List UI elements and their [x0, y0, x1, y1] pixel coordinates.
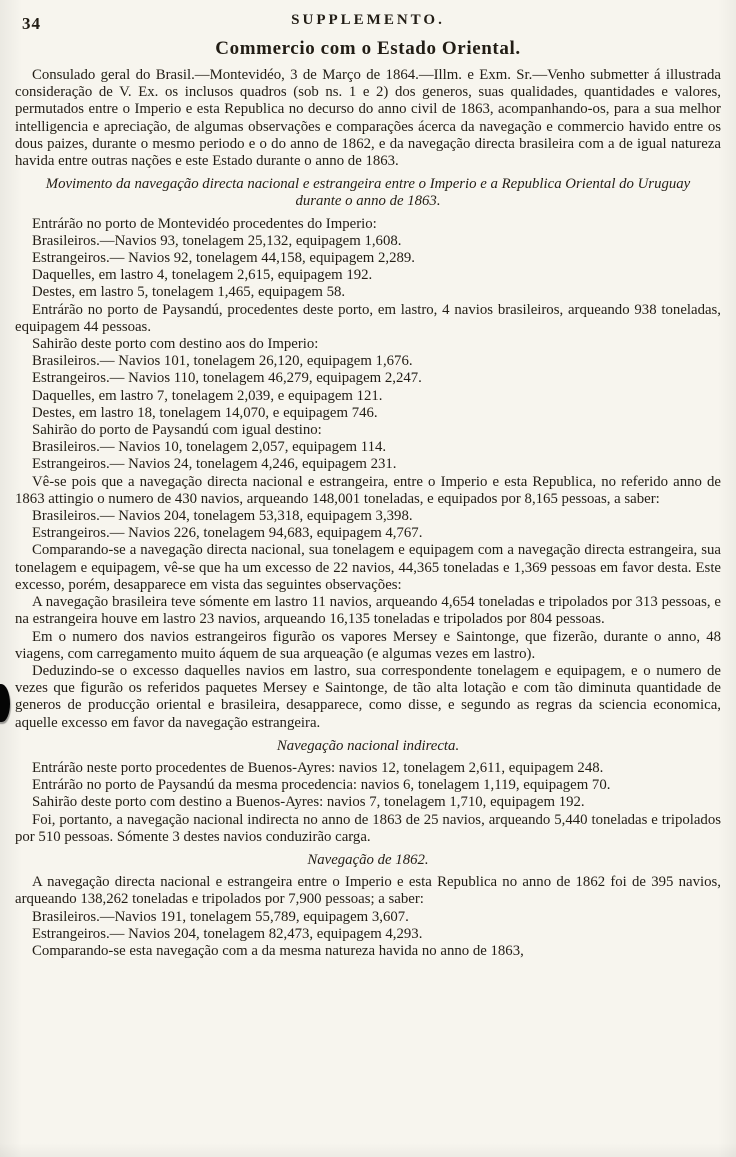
data-line: Estrangeiros.— Navios 226, tonelagem 94,683, equipagem 4,767.: [32, 525, 423, 542]
paragraph: Foi, portanto, a navegação nacional indirecta no anno de 1863 de 25 navios, arqueando 5,440 toneladas e tripolados por 510 pessoas. Sómente 3 destes navios conduzirão carga.: [15, 811, 721, 845]
paragraph: Entrárão neste porto procedentes de Buenos-Ayres: navios 12, tonelagem 2,611, equipagem 248.: [32, 759, 604, 776]
data-line: Daquelles, em lastro 7, tonelagem 2,039, e equipagem 121.: [32, 387, 383, 404]
section-heading: Navegação de 1862.: [307, 851, 429, 868]
data-line: Brasileiros.— Navios 101, tonelagem 26,120, equipagem 1,676.: [32, 353, 413, 370]
page-header: [15, 12, 721, 34]
data-line: Brasileiros.— Navios 10, tonelagem 2,057, equipagem 114.: [32, 439, 387, 456]
paragraph: Comparando-se esta navegação com a da mesma natureza havida no anno de 1863,: [32, 942, 524, 959]
page-number: 34: [22, 14, 41, 33]
running-title: SUPPLEMENTO.: [291, 12, 445, 28]
data-line: Estrangeiros.— Navios 92, tonelagem 44,158, equipagem 2,289.: [32, 250, 415, 267]
paragraph: Vê-se pois que a navegação directa nacional e estrangeira, entre o Imperio e esta Republica, no referido anno de 1863 attingio o numero de 430 navios, arqueando 148,001 toneladas, e equipados por 8,165 pessoas, a saber:: [15, 473, 721, 507]
paragraph: Deduzindo-se o excesso daquelles navios em lastro, sua correspondente tonelagem e equipagem, e o numero de vezes que figurão os referidos paquetes Mersey e Saintonge, de tão alta lotação e com tão diminuta quantidade de generos de producção oriental e brasileira, desapparece, como disse, e segundo as regras da sciencia economica, aquelle excesso em favor da navegação estrangeira.: [15, 662, 721, 731]
section-heading: Navegação nacional indirecta.: [276, 737, 460, 754]
data-line: Estrangeiros.— Navios 110, tonelagem 46,279, equipagem 2,247.: [32, 370, 422, 387]
data-line: Entrárão no porto de Montevidéo procedentes do Imperio:: [32, 215, 377, 232]
data-line: Sahirão do porto de Paysandú com igual destino:: [32, 422, 322, 439]
paragraph: Sahirão deste porto com destino a Buenos-Ayres: navios 7, tonelagem 1,710, equipagem 192.: [32, 794, 585, 811]
data-line: Destes, em lastro 5, tonelagem 1,465, equipagem 58.: [32, 284, 346, 301]
paragraph: A navegação brasileira teve sómente em lastro 11 navios, arqueando 4,654 toneladas e tripolados por 313 pessoas, e na estrangeira houve em lastro 23 navios, arqueando 16,135 toneladas e tripolados por 804 pessoas.: [15, 594, 721, 628]
paragraph: Em o numero dos navios estrangeiros figurão os vapores Mersey e Saintonge, que fizerão, durante o anno, 48 viagens, com carregamento muito áquem de sua arqueação (e algumas vezes em lastro).: [15, 628, 721, 662]
data-line: Estrangeiros.— Navios 204, tonelagem 82,473, equipagem 4,293.: [32, 925, 423, 942]
data-line: Estrangeiros.— Navios 24, tonelagem 4,246, equipagem 231.: [32, 456, 397, 473]
data-line: Destes, em lastro 18, tonelagem 14,070, e equipagem 746.: [32, 404, 378, 421]
data-line: Daquelles, em lastro 4, tonelagem 2,615, equipagem 192.: [32, 267, 373, 284]
data-line: Brasileiros.— Navios 204, tonelagem 53,318, equipagem 3,398.: [32, 508, 413, 525]
document-title: Commercio com o Estado Oriental.: [215, 38, 521, 59]
paragraph: Entrárão no porto de Paysandú da mesma procedencia: navios 6, tonelagem 1,119, equipagem 70.: [32, 777, 611, 794]
data-line: Brasileiros.—Navios 93, tonelagem 25,132, equipagem 1,608.: [32, 232, 402, 249]
paragraph: Entrárão no porto de Paysandú, procedentes deste porto, em lastro, 4 navios brasileiros, arqueando 938 toneladas, equipagem 44 pessoas.: [15, 301, 721, 335]
section-heading: Movimento da navegação directa nacional e estrangeira entre o Imperio e a Republica Oriental do Uruguay durante o anno de 1863.: [45, 176, 691, 210]
data-line: Brasileiros.—Navios 191, tonelagem 55,789, equipagem 3,607.: [32, 908, 409, 925]
paragraph: Comparando-se a navegação directa nacional, sua tonelagem e equipagem com a navegação directa estrangeira, sua tonelagem e equipagem, vê-se que ha um excesso de 22 navios, 44,365 toneladas e 1,369 pessoas em favor desta. Este excesso, porém, desapparece em vista das seguintes observações:: [15, 542, 721, 593]
paragraph: A navegação directa nacional e estrangeira entre o Imperio e esta Republica no anno de 1862 foi de 395 navios, arqueando 138,262 toneladas e tripolados por 7,900 pessoas; a saber:: [15, 874, 721, 908]
page-body: [15, 67, 721, 960]
paragraph: Consulado geral do Brasil.—Montevidéo, 3 de Março de 1864.—Illm. e Exm. Sr.—Venho submetter á illustrada consideração de V. Ex. os inclusos quadros (sob ns. 1 e 2) dos generos, suas qualidades, quantidades e valores, permutados entre o Imperio e esta Republica no decurso do anno civil de 1863, acompanhando-os, para a sua melhor intelligencia e apreciação, de algumas observações e comparações ácerca da navegação e commercio havido entre os dous paizes, durante o mesmo periodo e o do anno de 1862, e da navegação directa brasileira com a de igual natureza havida entre outras nações e este Estado durante o anno de 1863.: [15, 67, 721, 170]
data-line: Sahirão deste porto com destino aos do Imperio:: [32, 336, 319, 353]
